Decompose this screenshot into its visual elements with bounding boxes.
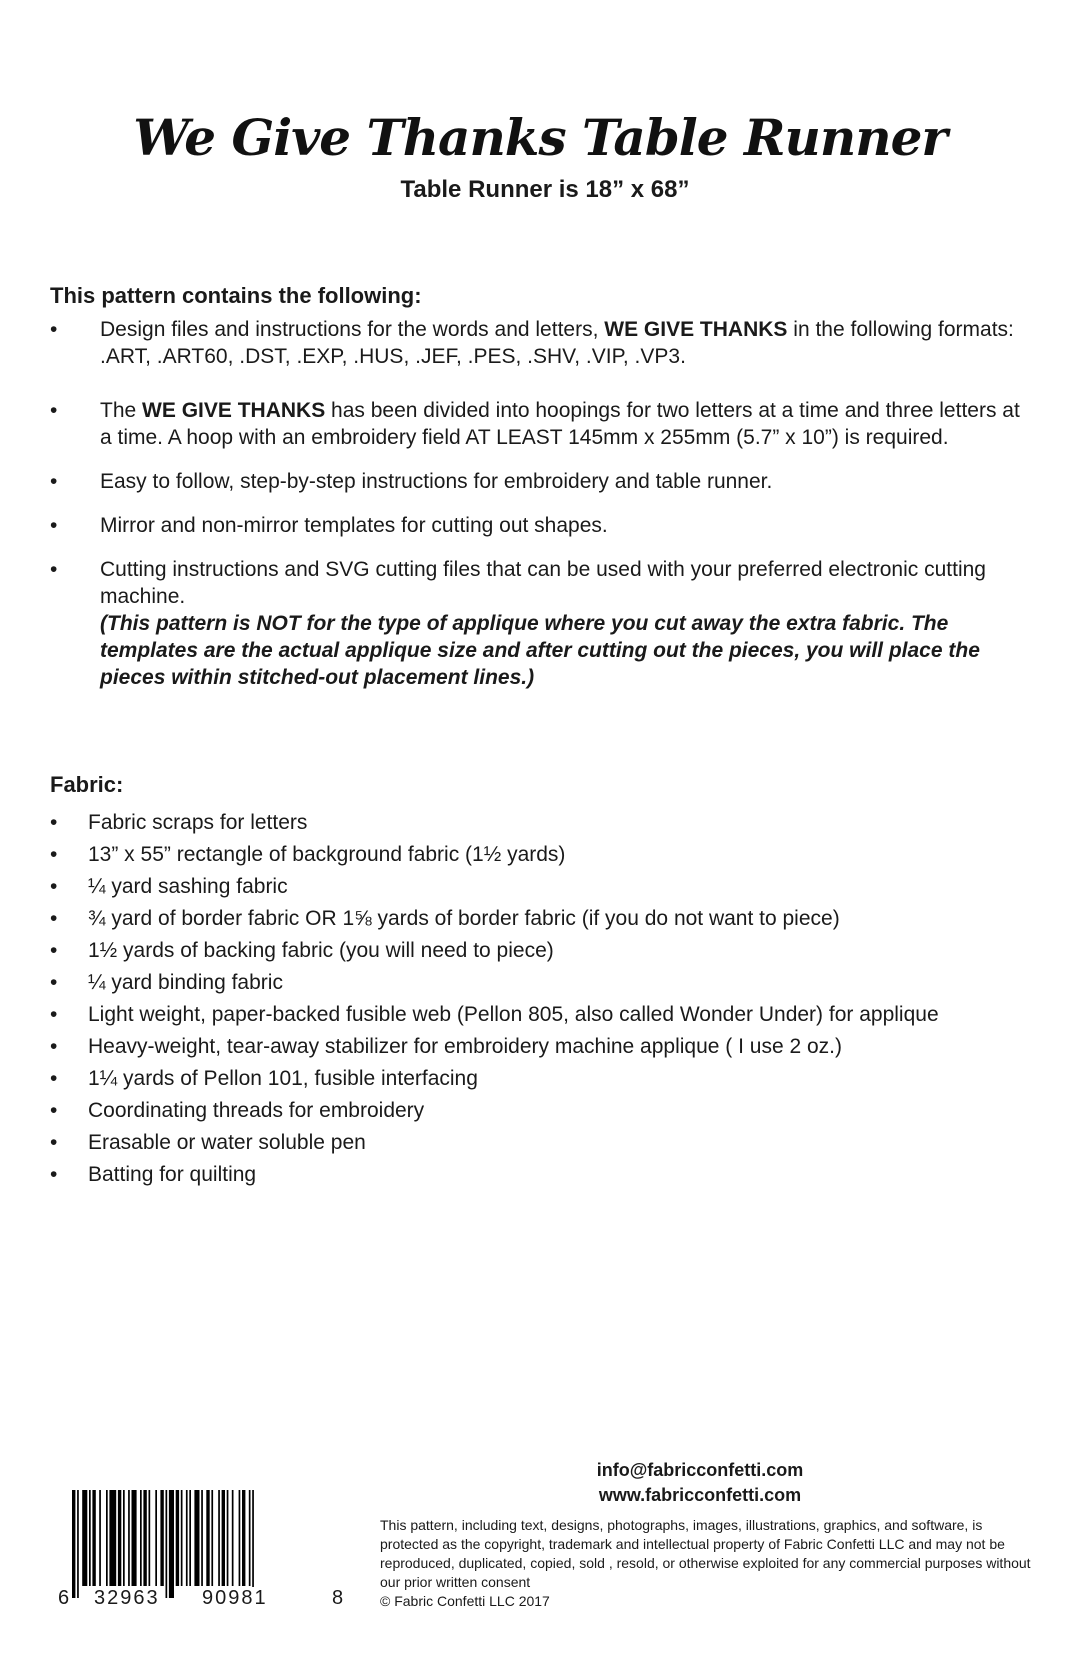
barcode-right-digits: 90981: [202, 1587, 268, 1609]
fabric-item-text: 1¼ yards of Pellon 101, fusible interfacing: [88, 1067, 478, 1090]
barcode-bar: [77, 1490, 79, 1598]
barcode-left-digits: 32963: [94, 1587, 160, 1609]
bullet: •: [50, 1131, 58, 1154]
legal-notice: [380, 1516, 1040, 1611]
barcode-bar: [166, 1490, 168, 1598]
fabric-item: [50, 839, 1040, 871]
contents-item: [50, 512, 1030, 539]
bullet: •: [50, 399, 58, 422]
barcode-bar: [106, 1490, 108, 1586]
page-subtitle: Table Runner is 18” x 68”: [400, 176, 690, 203]
barcode-bar: [227, 1490, 229, 1586]
bullet: •: [50, 514, 58, 537]
contents-item-text: Mirror and non-mirror templates for cutting out shapes.: [100, 514, 608, 537]
barcode-bar: [186, 1490, 188, 1586]
contents-item-emphasis: WE GIVE THANKS: [142, 399, 326, 422]
barcode-bar: [155, 1490, 157, 1586]
contact-website-link[interactable]: www.fabricconfetti.com: [598, 1485, 802, 1505]
contents-item-text: Easy to follow, step-by-step instructions for embroidery and table runner.: [100, 470, 773, 493]
page-title: We Give Thanks Table Runner: [133, 108, 947, 167]
contents-item: [50, 556, 1030, 691]
barcode-bar: [222, 1490, 225, 1586]
barcode-bar: [123, 1490, 125, 1586]
barcode-bar: [181, 1490, 183, 1586]
barcode-bar: [160, 1490, 163, 1586]
barcode-bar: [176, 1490, 179, 1586]
barcode-bar: [128, 1490, 130, 1586]
contents-item-text: Cutting instructions and SVG cutting files that can be used with your preferred electronic cutting machine.: [100, 558, 986, 608]
barcode-bar: [249, 1490, 251, 1586]
fabric-item-text: Erasable or water soluble pen: [88, 1131, 366, 1154]
barcode-bar: [72, 1490, 75, 1598]
barcode-bar: [99, 1490, 101, 1586]
fabric-item: [50, 1159, 1040, 1191]
fabric-item-text: 13” x 55” rectangle of background fabric (1½ yards): [88, 843, 566, 866]
fabric-item: [50, 1031, 1040, 1063]
fabric-item: [50, 999, 1040, 1031]
barcode-bar: [206, 1490, 209, 1586]
contents-item: [50, 397, 1030, 451]
bullet: •: [50, 1067, 58, 1090]
fabric-item-text: Fabric scraps for letters: [88, 811, 308, 834]
bullet: •: [50, 1003, 58, 1026]
barcode-bar: [252, 1490, 254, 1598]
barcode-lead-digit: 6: [58, 1587, 70, 1609]
bullet: •: [50, 1099, 58, 1122]
bullet: •: [50, 1163, 58, 1186]
bullet: •: [50, 843, 58, 866]
fabric-item: [50, 935, 1040, 967]
barcode-check-digit: 8: [332, 1587, 344, 1609]
barcode-bar: [218, 1490, 220, 1586]
barcode-bar: [189, 1490, 191, 1586]
bullet: •: [50, 1035, 58, 1058]
barcode-bar: [242, 1490, 245, 1586]
barcode-bar: [143, 1490, 146, 1586]
barcode-bar: [92, 1490, 95, 1586]
barcode-bar: [82, 1490, 87, 1586]
fabric-item: [50, 1095, 1040, 1127]
fabric-item-text: ¾ yard of border fabric OR 1⅝ yards of border fabric (if you do not want to piece): [88, 907, 840, 930]
bullet: •: [50, 907, 58, 930]
contact-block: [585, 1458, 815, 1508]
barcode-bar: [140, 1490, 142, 1586]
barcode-bar: [169, 1490, 174, 1598]
legal-text: This pattern, including text, designs, photographs, images, illustrations, graphics, and software, is protected as the copyright, trademark and intellectual property of Fabric Confetti LLC and may not be reproduced, duplicated, copied, sold , resold, or otherwise exploited for any commercial purposes without our prior written consent: [380, 1517, 1031, 1590]
barcode-bar: [211, 1490, 213, 1586]
fabric-item: [50, 1127, 1040, 1159]
contents-item: [50, 316, 1030, 370]
barcode-bar: [232, 1490, 234, 1586]
contents-item: [50, 468, 1030, 495]
fabric-item: [50, 807, 1040, 839]
barcode-bar: [239, 1490, 241, 1586]
barcode-bar: [89, 1490, 91, 1586]
fabric-heading: Fabric:: [50, 772, 124, 797]
barcode-bar: [201, 1490, 203, 1586]
fabric-item: [50, 967, 1040, 999]
bullet: •: [50, 971, 58, 994]
bullet: •: [50, 939, 58, 962]
barcode-bar: [109, 1490, 116, 1586]
fabric-item: [50, 871, 1040, 903]
fabric-item-text: Coordinating threads for embroidery: [88, 1099, 425, 1122]
bullet: •: [50, 470, 58, 493]
bullet: •: [50, 875, 58, 898]
barcode-bar: [132, 1490, 137, 1586]
copyright-line: © Fabric Confetti LLC 2017: [380, 1593, 550, 1609]
bullet: •: [50, 318, 58, 341]
contents-item-text: Design files and instructions for the words and letters, WE GIVE THANKS in the following formats: .ART, .ART60, .DST, .EXP, .HUS, .JEF, .PES, .SHV, .VIP, .VP3.: [100, 318, 1014, 368]
fabric-item: [50, 903, 1040, 935]
contents-heading: This pattern contains the following:: [50, 283, 422, 308]
barcode-bar: [118, 1490, 121, 1586]
fabric-item-text: 1½ yards of backing fabric (you will need to piece): [88, 939, 554, 962]
bullet: •: [50, 811, 58, 834]
contents-item-note: (This pattern is NOT for the type of applique where you cut away the extra fabric. The templates are the actual applique size and after cutting out the pieces, you will place the pieces within stitched-out placement lines.): [100, 612, 980, 689]
contact-email-link[interactable]: info@fabricconfetti.com: [596, 1460, 804, 1480]
barcode-bar: [194, 1490, 199, 1586]
fabric-item-text: Light weight, paper-backed fusible web (Pellon 805, also called Wonder Under) for applique: [88, 1003, 939, 1026]
fabric-item-text: Batting for quilting: [88, 1163, 257, 1186]
fabric-item-text: ¼ yard sashing fabric: [88, 875, 288, 898]
bullet: •: [50, 558, 58, 581]
contents-item-text: The WE GIVE THANKS has been divided into hoopings for two letters at a time and three letters at a time. A hoop with an embroidery field AT LEAST 145mm x 255mm (5.7” x 10”) is required.: [100, 399, 1020, 449]
fabric-item-text: Heavy-weight, tear-away stabilizer for embroidery machine applique ( I use 2 oz.): [88, 1035, 843, 1058]
contents-list: [50, 316, 1030, 708]
fabric-item: [50, 1063, 1040, 1095]
barcode-bar: [149, 1490, 151, 1586]
fabric-item-text: ¼ yard binding fabric: [88, 971, 283, 994]
fabric-list: [50, 807, 1040, 1191]
contents-item-emphasis: WE GIVE THANKS: [604, 318, 788, 341]
